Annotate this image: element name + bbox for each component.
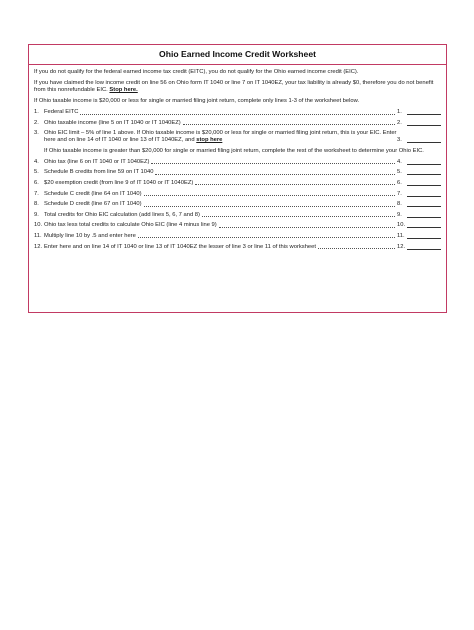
line-ref: 1.	[397, 109, 402, 115]
line-ref: 4.	[397, 158, 402, 165]
line-ref: 3.	[397, 137, 402, 144]
leader-dots	[202, 216, 395, 217]
line-label: Enter here and on line 14 of IT 1040 or line 13 of IT 1040EZ the lesser of line 3 or line 11 of this worksheet	[44, 243, 316, 250]
entry-blank-8[interactable]	[407, 206, 441, 207]
line-ref: 8.	[397, 201, 402, 208]
worksheet-line-9	[34, 212, 441, 219]
line-label: $20 exemption credit (from line 9 of IT 1040 or IT 1040EZ)	[44, 179, 194, 186]
line-number: 7.	[34, 190, 39, 197]
over-20000-note: If Ohio taxable income is greater than $20,000 for single or married filing joint return, complete the rest of the worksheet to determine your Ohio EIC.	[44, 147, 424, 154]
worksheet-title: Ohio Earned Income Credit Worksheet	[29, 45, 446, 65]
worksheet-line-3	[34, 130, 441, 144]
line-ref: 12.	[397, 243, 406, 250]
leader-dots	[183, 124, 395, 125]
worksheet-box	[28, 44, 447, 313]
worksheet-line-8	[34, 201, 441, 208]
worksheet-body	[29, 65, 446, 251]
line-label: Total credits for Ohio EIC calculation (add lines 5, 6, 7 and 8)	[44, 211, 200, 218]
line-ref: 9.	[397, 211, 402, 218]
worksheet-line-11	[34, 233, 441, 240]
leader-dots	[151, 163, 395, 164]
leader-dots	[144, 195, 395, 196]
line-ref: 7.	[397, 190, 402, 197]
line-ref: 10.	[397, 222, 406, 229]
line-number: 11.	[34, 232, 42, 239]
intro-paragraph-2-text: If you have claimed the low income credit on line 56 on Ohio form IT 1040 or line 7 on IT 1040EZ, your tax liability is already $0, therefore you do not benefit from this nonrefundable EIC.	[34, 80, 434, 93]
line-3-text: Ohio EIC limit – 5% of line 1 above. If Ohio taxable income is $20,000 or less for single or married filing joint return, this is your EIC. Enter here and on line 14 of IT 1040 or line 13 of IT 1040EZ, and	[44, 130, 397, 144]
line-label: Federal EITC	[44, 109, 79, 115]
entry-blank-5[interactable]	[407, 174, 441, 175]
line-number: 5.	[34, 169, 39, 176]
line-label: Schedule B credits from line 59 on IT 1040	[44, 169, 154, 176]
entry-blank-6[interactable]	[407, 185, 441, 186]
entry-blank-7[interactable]	[407, 196, 441, 197]
line-number: 4.	[34, 158, 39, 165]
line-label: Schedule C credit (line 64 on IT 1040)	[44, 190, 142, 197]
worksheet-line-1	[34, 109, 441, 116]
intro-paragraph-3: If Ohio taxable income is $20,000 or less for single or married filing joint return, complete only lines 1-3 of the worksheet below.	[34, 98, 360, 104]
entry-blank-2[interactable]	[407, 125, 441, 126]
worksheet-line-5	[34, 169, 441, 176]
entry-blank-3[interactable]	[407, 142, 441, 143]
line-number: 10.	[34, 222, 43, 229]
line-number: 2.	[34, 119, 39, 126]
leader-dots	[138, 237, 395, 238]
leader-dots	[80, 114, 395, 115]
intro-paragraph-2	[34, 80, 441, 94]
line-ref: 6.	[397, 179, 402, 186]
leader-dots	[155, 174, 395, 175]
leader-dots	[318, 248, 395, 249]
stop-here-link: Stop here.	[109, 87, 138, 93]
line-label: Ohio taxable income (line 5 on IT 1040 or IT 1040EZ)	[44, 119, 181, 126]
line-number: 6.	[34, 179, 39, 186]
stop-here-link-line-3: stop here	[196, 137, 223, 144]
entry-blank-10[interactable]	[407, 227, 441, 228]
worksheet-line-7	[34, 191, 441, 198]
line-number: 12.	[34, 243, 43, 250]
entry-blank-9[interactable]	[407, 217, 441, 218]
line-number: 9.	[34, 211, 39, 218]
worksheet-line-4	[34, 159, 441, 166]
line-ref: 11.	[397, 232, 405, 239]
line-number: 3.	[34, 130, 39, 137]
worksheet-line-12	[34, 244, 441, 251]
line-label: Ohio tax less total credits to calculate Ohio EIC (line 4 minus line 9)	[44, 222, 217, 229]
intro-paragraph-1: If you do not qualify for the federal earned income tax credit (EITC), you do not qualify for the Ohio earned income credit (EIC).	[34, 69, 359, 75]
line-ref: 5.	[397, 169, 402, 176]
line-label: Multiply line 10 by .5 and enter here	[44, 232, 136, 239]
entry-blank-4[interactable]	[407, 164, 441, 165]
worksheet-line-2	[34, 120, 441, 127]
entry-blank-11[interactable]	[407, 238, 441, 239]
line-number: 1.	[34, 109, 39, 115]
entry-blank-1[interactable]	[407, 114, 441, 115]
worksheet-line-10	[34, 222, 441, 229]
line-ref: 2.	[397, 119, 402, 126]
leader-dots	[144, 206, 395, 207]
leader-dots	[195, 184, 395, 185]
line-label: Schedule D credit (line 67 on IT 1040)	[44, 201, 142, 208]
line-label	[44, 130, 397, 144]
line-number: 8.	[34, 201, 39, 208]
worksheet-line-6	[34, 180, 441, 187]
leader-dots	[219, 227, 395, 228]
entry-blank-12[interactable]	[407, 249, 441, 250]
line-label: Ohio tax (line 6 on IT 1040 or IT 1040EZ)	[44, 158, 150, 165]
